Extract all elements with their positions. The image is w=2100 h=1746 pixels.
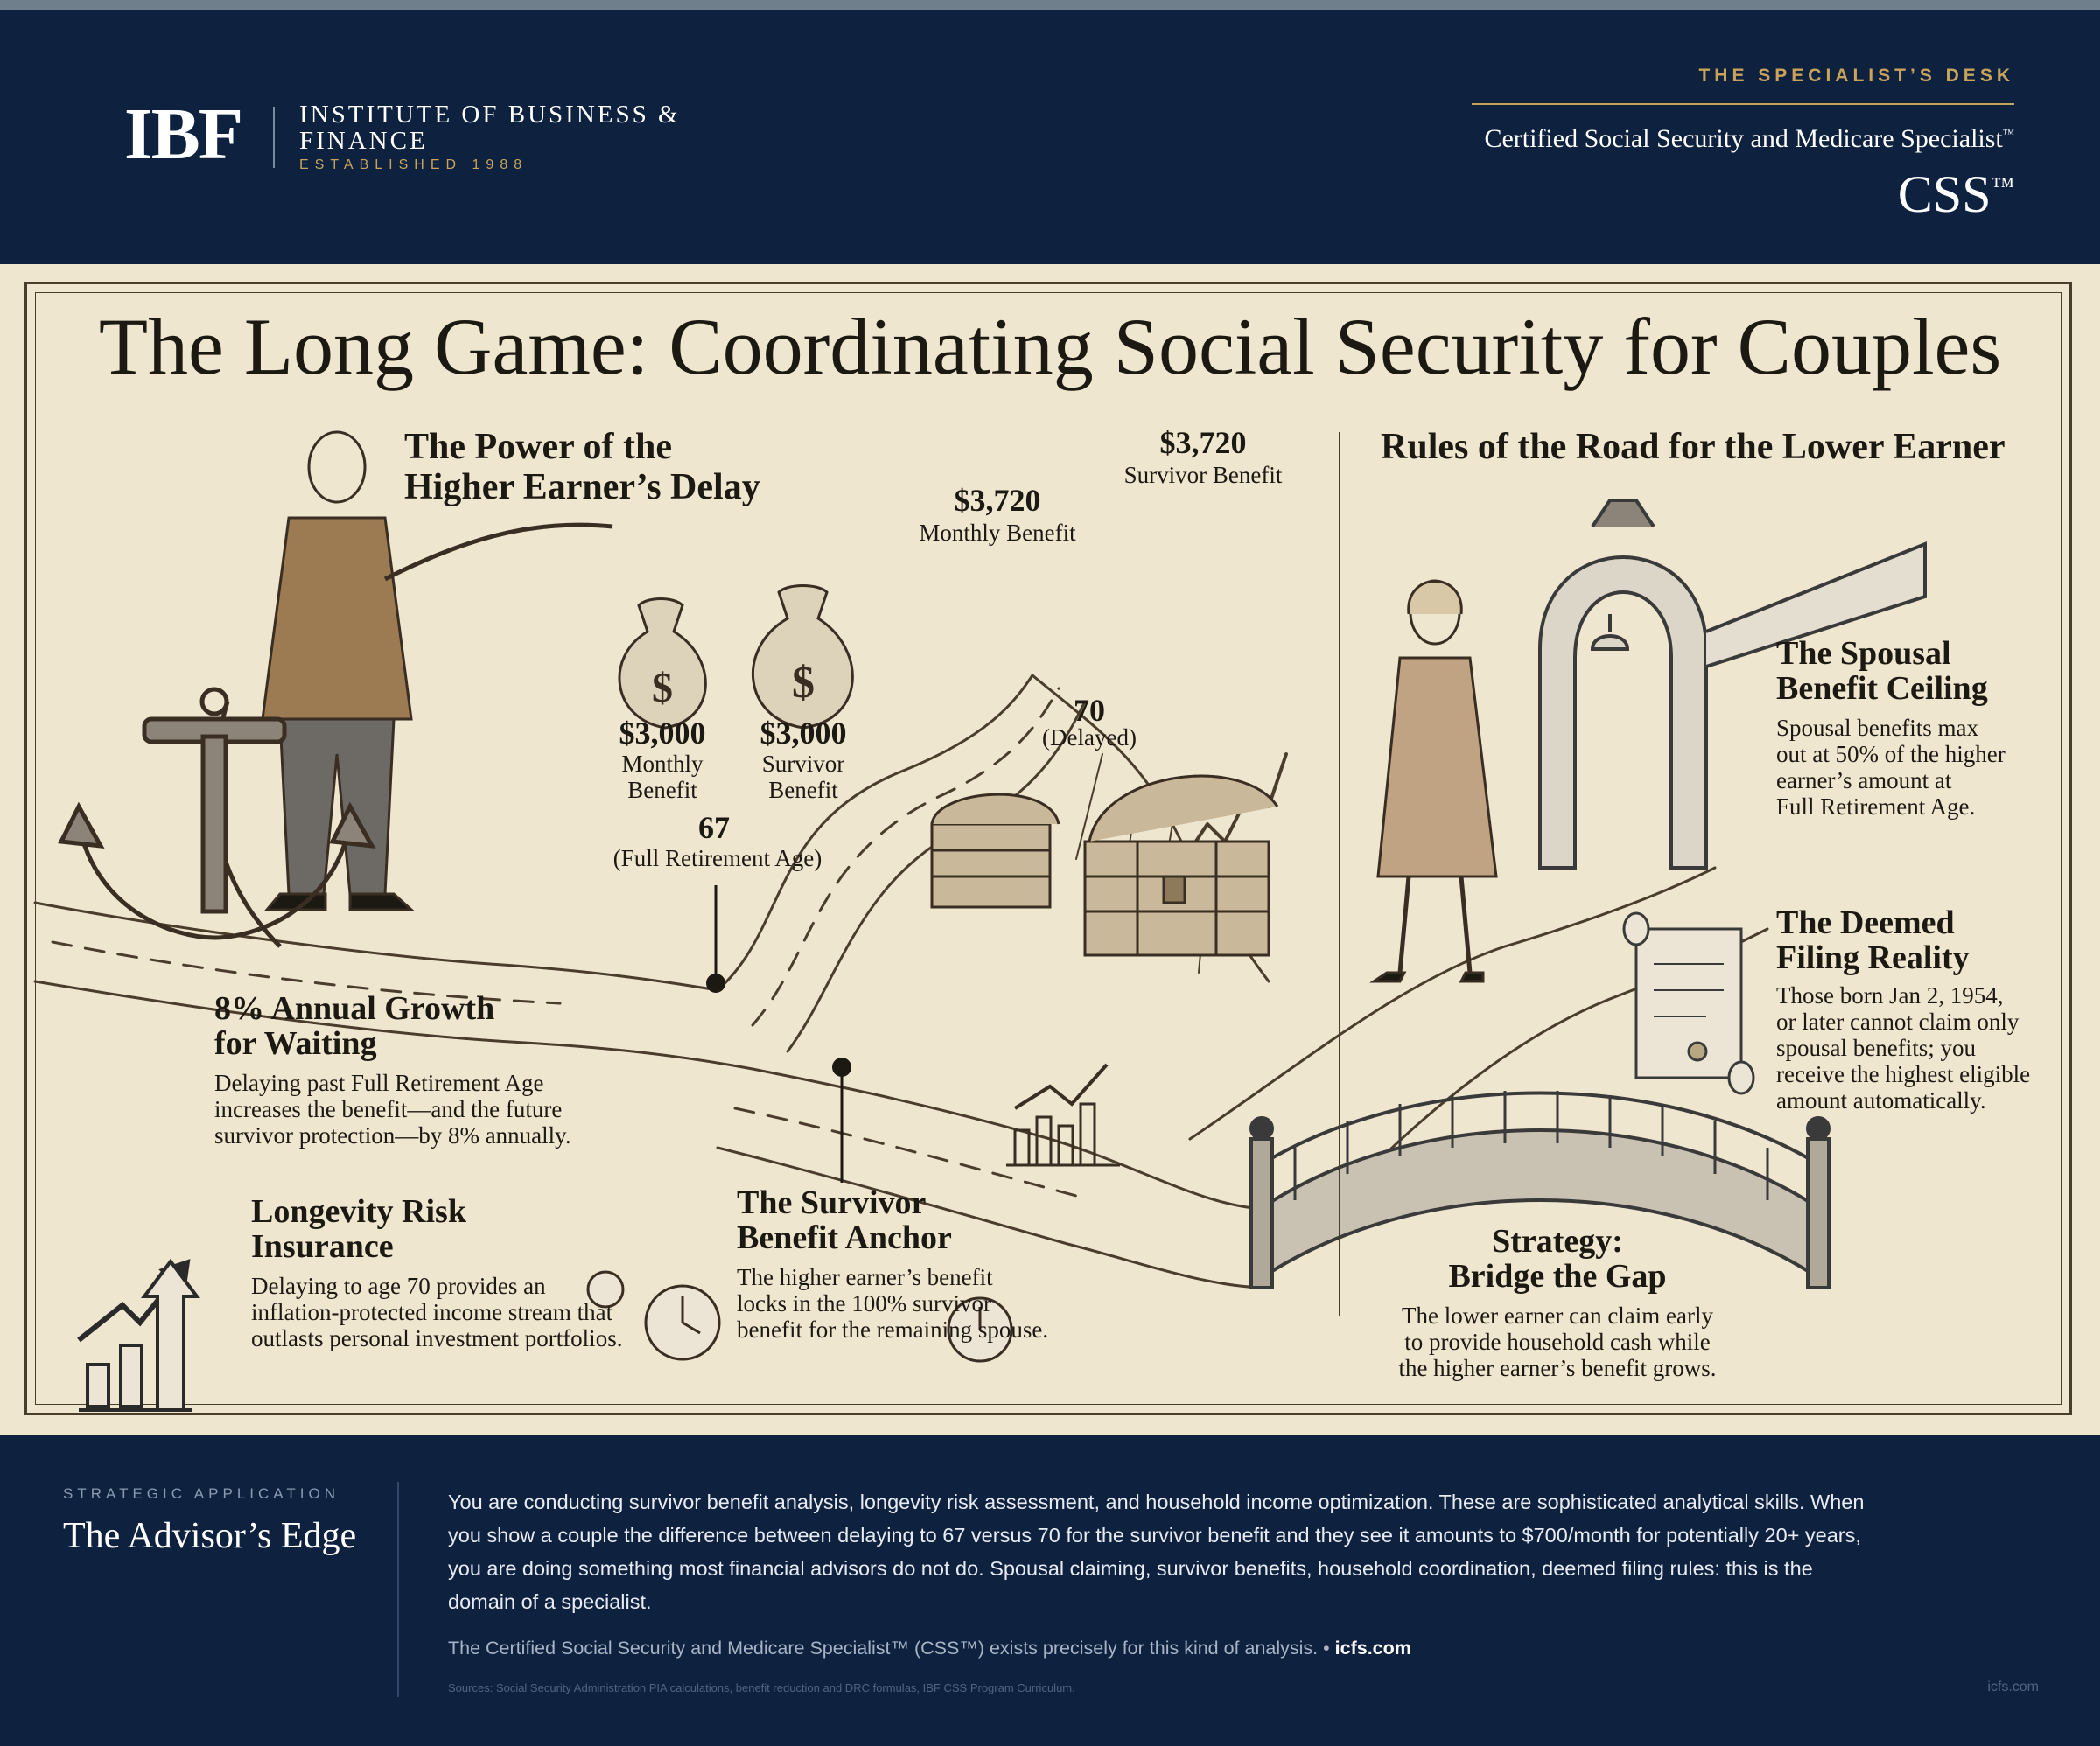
fra-monthly-label-2: Benefit [627, 777, 697, 803]
higher-earner-heading-line2: Higher Earner’s Delay [404, 467, 760, 507]
spousal-heading-line2: Benefit Ceiling [1776, 670, 1988, 707]
delayed-survivor-amount: $3,720 [1159, 425, 1247, 460]
deemed-heading-line2: Filing Reality [1776, 939, 1970, 976]
footer-cta-text: The Certified Social Security and Medicare Specialist™ (CSS™) exists precisely for this kind of analysis. • [448, 1638, 1330, 1659]
lower-earner-heading: Rules of the Road for the Lower Earner [1381, 427, 2006, 467]
woman-hair [1409, 582, 1462, 615]
fra-survivor-label-2: Benefit [768, 777, 838, 803]
fra-survivor-amount: $3,000 [760, 716, 847, 751]
footer-site-link[interactable]: icfs.com [1987, 1680, 2039, 1694]
deemed-body-line1: Those born Jan 2, 1954, [1776, 982, 2004, 1009]
dollar-icon-monthly: $ [652, 665, 673, 711]
certification-text: Certified Social Security and Medicare Specialist [1484, 124, 2003, 153]
gold-rule [1472, 103, 2014, 105]
woman-coat [1378, 658, 1496, 876]
logo-institute-name: INSTITUTE OF BUSINESS & FINANCE [299, 101, 681, 155]
bridge-body-line2: to provide household cash while [1404, 1329, 1711, 1355]
large-treasure-chest [1085, 776, 1278, 955]
rope [385, 525, 612, 579]
man-shoes [267, 894, 411, 910]
delayed-age: 70 [1074, 693, 1105, 728]
anchor-body-line3: benefit for the remaining spouse. [737, 1316, 1049, 1343]
growth-heading-line1: 8% Annual Growth [214, 990, 495, 1027]
footer-divider [397, 1482, 399, 1697]
footer-sources: Sources: Social Security Administration PIA calculations, benefit reduction and DRC formulas, IBF CSS Program Curriculum. [448, 1681, 1075, 1694]
lamp-icon [1592, 614, 1628, 649]
dollar-icon-survivor: $ [792, 658, 815, 708]
money-bag-monthly [620, 599, 705, 729]
anchor-body-line2: locks in the 100% survivor [737, 1290, 991, 1316]
man-head [309, 432, 365, 502]
delayed-survivor-label: Survivor Benefit [1124, 462, 1283, 488]
small-treasure-chest [932, 794, 1059, 907]
fra-survivor-label-1: Survivor [761, 751, 845, 777]
growth-body-line3: survivor protection—by 8% annually. [214, 1122, 571, 1149]
anchor-body-line1: The higher earner’s benefit [737, 1264, 993, 1290]
fra-age: 67 [698, 810, 730, 845]
fra-monthly-amount: $3,000 [619, 716, 706, 751]
money-bag-survivor [752, 586, 852, 729]
infographic-poster [0, 264, 2100, 1435]
delayed-monthly-label: Monthly Benefit [919, 520, 1076, 546]
scroll-document-icon [1624, 913, 1754, 1093]
lower-branch-centerline [735, 1108, 1076, 1196]
footer-title: The Advisor’s Edge [63, 1516, 357, 1556]
anchor-heading-line1: The Survivor [737, 1184, 927, 1221]
fra-monthly-label-1: Monthly [621, 751, 704, 777]
growth-body-line1: Delaying past Full Retirement Age [214, 1070, 544, 1096]
bridge-heading-line2: Bridge the Gap [1448, 1258, 1667, 1295]
css-tm: ™ [1991, 172, 2014, 199]
growth-heading-line2: for Waiting [214, 1025, 377, 1062]
road [35, 903, 718, 990]
man-jacket [262, 518, 411, 719]
spousal-heading-line1: The Spousal [1776, 635, 1951, 672]
section-divider [1339, 432, 1340, 1316]
certification-name [1484, 124, 2014, 154]
spousal-body-line2: out at 50% of the higher [1776, 741, 2006, 767]
growth-chart-icon [79, 1261, 197, 1410]
anchor-heading-line2: Benefit Anchor [737, 1219, 952, 1256]
css-designation [1897, 165, 2014, 223]
bar-chart-sketch [1006, 1065, 1120, 1165]
specialists-desk-kicker: THE SPECIALIST’S DESK [1698, 66, 2014, 86]
spousal-body-line1: Spousal benefits max [1776, 715, 1978, 741]
bridge-heading-line1: Strategy: [1492, 1223, 1623, 1260]
certification-tm: ™ [2002, 127, 2014, 140]
deemed-heading-line1: The Deemed [1776, 904, 1955, 941]
logo-established: ESTABLISHED 1988 [299, 157, 528, 172]
top-accent-strip [0, 0, 2100, 10]
man-figure [214, 432, 612, 946]
longevity-body-line1: Delaying to age 70 provides an [251, 1273, 546, 1299]
site-header [0, 10, 2100, 264]
bridge-body-line1: The lower earner can claim early [1401, 1303, 1714, 1329]
delayed-age-label: (Delayed) [1042, 724, 1137, 751]
footer-body: You are conducting survivor benefit analysis, longevity risk assessment, and household income optimization. These are sophisticated analytical skills. When you show a couple the difference between delaying to 67 versus 70 for the survivor benefit and they see it amounts to $700/month for potentially 20+ years, you are doing something most financial advisors do not do. Spousal claiming, survivor benefits, household coordination, deemed filing rules: this is the domain of a specialist. [448, 1491, 1865, 1613]
higher-earner-heading-line1: The Power of the [404, 427, 672, 467]
woman-legs [1400, 876, 1470, 973]
man-trousers [280, 719, 394, 894]
css-text: CSS [1897, 165, 1992, 223]
spousal-body-line3: earner’s amount at [1776, 767, 1952, 793]
growth-body-line2: increases the benefit—and the future [214, 1096, 563, 1122]
spousal-body-line4: Full Retirement Age. [1776, 793, 1976, 820]
footer-cta-link[interactable]: icfs.com [1334, 1638, 1411, 1659]
woman-figure [1374, 581, 1496, 981]
poster-title: The Long Game: Coordinating Social Security for Couples [98, 302, 2002, 391]
deemed-body-line5: amount automatically. [1776, 1087, 1986, 1114]
logo-divider [273, 107, 275, 168]
footer-kicker: STRATEGIC APPLICATION [63, 1485, 340, 1502]
deemed-body-line4: receive the highest eligible [1776, 1061, 2031, 1087]
footer-cta [448, 1638, 1411, 1659]
longevity-heading-line2: Insurance [251, 1228, 394, 1265]
fra-age-label: (Full Retirement Age) [612, 845, 822, 871]
advisors-edge-footer [0, 1435, 2100, 1746]
longevity-body-line2: inflation-protected income stream that [251, 1299, 613, 1325]
deemed-body-line3: spousal benefits; you [1776, 1035, 1976, 1061]
longevity-heading-line1: Longevity Risk [251, 1193, 466, 1230]
deemed-body-line2: or later cannot claim only [1776, 1009, 2020, 1035]
delayed-monthly-amount: $3,720 [954, 483, 1041, 518]
ibf-logo-mark[interactable]: IBF [124, 94, 242, 175]
bridge-body-line3: the higher earner’s benefit grows. [1398, 1355, 1717, 1381]
longevity-body-line3: outlasts personal investment portfolios. [251, 1325, 623, 1351]
